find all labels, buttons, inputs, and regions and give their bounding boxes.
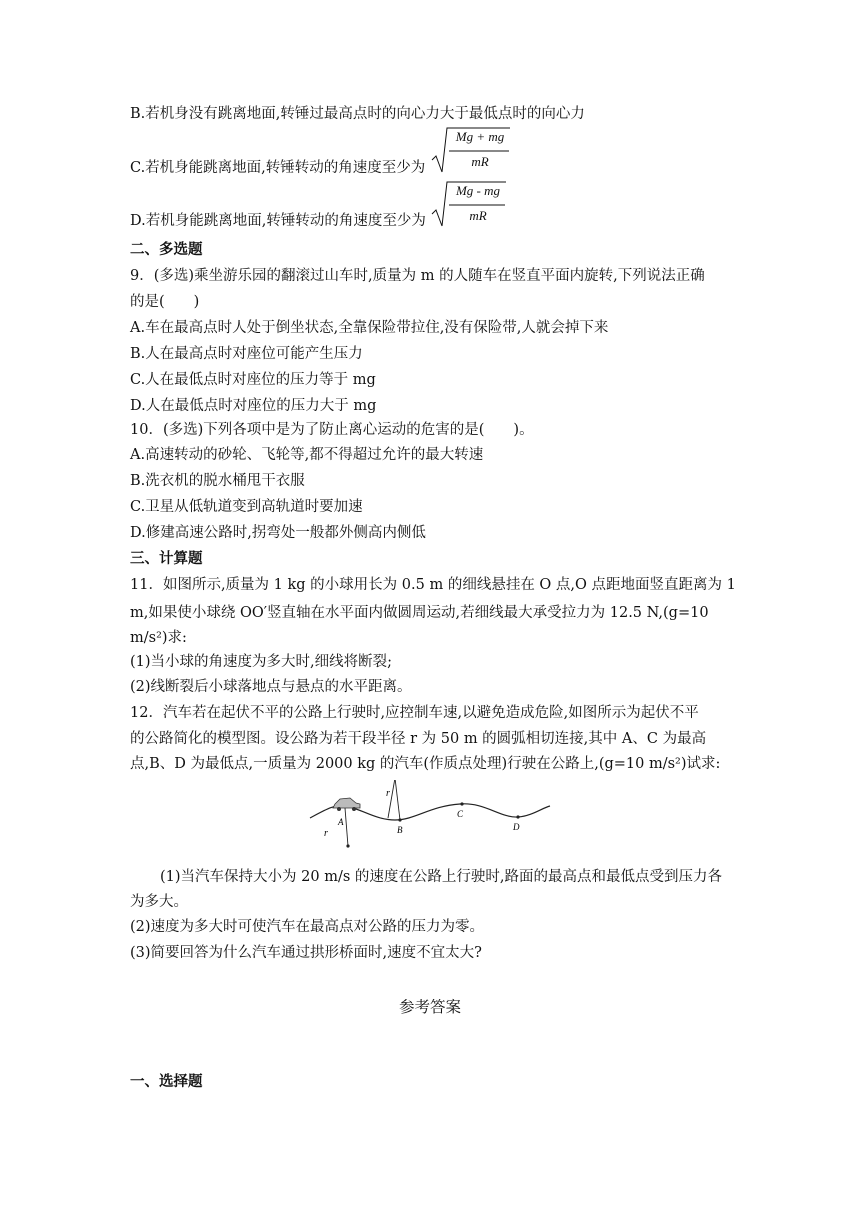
label-b: B — [397, 825, 403, 835]
q10-option-a: A.高速转动的砂轮、飞轮等,都不得超过允许的最大转速 — [130, 447, 484, 463]
q12-stem-line2: 的公路简化的模型图。设公路为若干段半径 r 为 50 m 的圆弧相切连接,其中 A、C 为最高 — [130, 731, 707, 747]
q11-subquestion-2: (2)线断裂后小球落地点与悬点的水平距离。 — [130, 679, 412, 695]
q10-option-b: B.洗衣机的脱水桶甩干衣服 — [130, 473, 305, 489]
q9-option-b: B.人在最高点时对座位可能产生压力 — [130, 346, 363, 362]
radius-line-a — [345, 808, 348, 846]
q12-subquestion-1-line2: 为多大。 — [130, 894, 188, 910]
q9-stem-line1: 9．(多选)乘坐游乐园的翻滚过山车时,质量为 m 的人随车在竖直平面内旋转,下列说法正确 — [130, 268, 705, 284]
section-single-choice-heading: 一、选择题 — [130, 1074, 203, 1090]
label-c: C — [457, 809, 464, 819]
q8-option-b: B.若机身没有跳离地面,转锤过最高点时的向心力大于最低点时的向心力 — [130, 106, 585, 122]
label-d: D — [513, 822, 520, 832]
q11-stem-line2: m,如果使小球绕 OO′竖直轴在水平面内做圆周运动,若细线最大承受拉力为 12.5 N,(g=10 — [130, 605, 709, 621]
q9-option-a: A.车在最高点时人处于倒坐状态,全靠保险带拉住,没有保险带,人就会掉下来 — [130, 320, 609, 336]
q8-option-c: C.若机身能跳离地面,转锤转动的角速度至少为 — [130, 160, 426, 176]
q9-option-d: D.人在最低点时对座位的压力大于 mg — [130, 398, 377, 414]
label-r-lower: r — [324, 828, 328, 839]
q10-option-d: D.修建高速公路时,拐弯处一般都外侧高内侧低 — [130, 525, 426, 541]
q8-d-numerator: Mg - mg — [455, 183, 501, 198]
q8-c-denominator: mR — [471, 154, 489, 169]
q8-d-denominator: mR — [469, 208, 487, 223]
q11-stem-line1: 11．如图所示,质量为 1 kg 的小球用长为 0.5 m 的细线悬挂在 O 点,O 点距地面竖直距离为 1 — [130, 577, 736, 593]
label-a: A — [338, 817, 344, 827]
q12-subquestion-3: (3)简要回答为什么汽车通过拱形桥面时,速度不宜太大? — [130, 945, 482, 961]
radius-line-b — [395, 780, 400, 820]
answers-title: 参考答案 — [398, 998, 461, 1016]
q8-c-numerator: Mg + mg — [455, 129, 505, 144]
q12-stem-line1: 12．汽车若在起伏不平的公路上行驶时,应控制车速,以避免造成危险,如图所示为起伏不平 — [130, 705, 699, 721]
q10-stem: 10．(多选)下列各项中是为了防止离心运动的危害的是( )。 — [130, 422, 534, 438]
radius-line-b2 — [388, 780, 395, 818]
label-r-upper: r — [386, 788, 390, 799]
q11-subquestion-1: (1)当小球的角速度为多大时,细线将断裂; — [130, 654, 393, 670]
q12-subquestion-1-line1: (1)当汽车保持大小为 20 m/s 的速度在公路上行驶时,路面的最高点和最低点受到压力各 — [160, 869, 722, 885]
q9-stem-line2: 的是( ) — [130, 294, 200, 310]
q12-stem-line3: 点,B、D 为最低点,一质量为 2000 kg 的汽车(作质点处理)行驶在公路上,(g=10 m/s²)试求: — [130, 756, 721, 772]
section-calculation-heading: 三、计算题 — [130, 551, 203, 567]
road-diagram — [300, 780, 560, 852]
q8-option-d: D.若机身能跳离地面,转锤转动的角速度至少为 — [130, 213, 426, 229]
section-multiple-choice-heading: 二、多选题 — [130, 242, 203, 258]
car-icon — [333, 798, 360, 811]
point-b — [398, 818, 401, 821]
q9-option-c: C.人在最低点时对座位的压力等于 mg — [130, 372, 376, 388]
q11-stem-line3: m/s²)求: — [130, 630, 187, 646]
center-point-a — [346, 844, 349, 847]
q10-option-c: C.卫星从低轨道变到高轨道时要加速 — [130, 499, 363, 515]
point-c — [460, 802, 463, 805]
point-d — [516, 815, 519, 818]
q12-subquestion-2: (2)速度为多大时可使汽车在最高点对公路的压力为零。 — [130, 919, 485, 935]
